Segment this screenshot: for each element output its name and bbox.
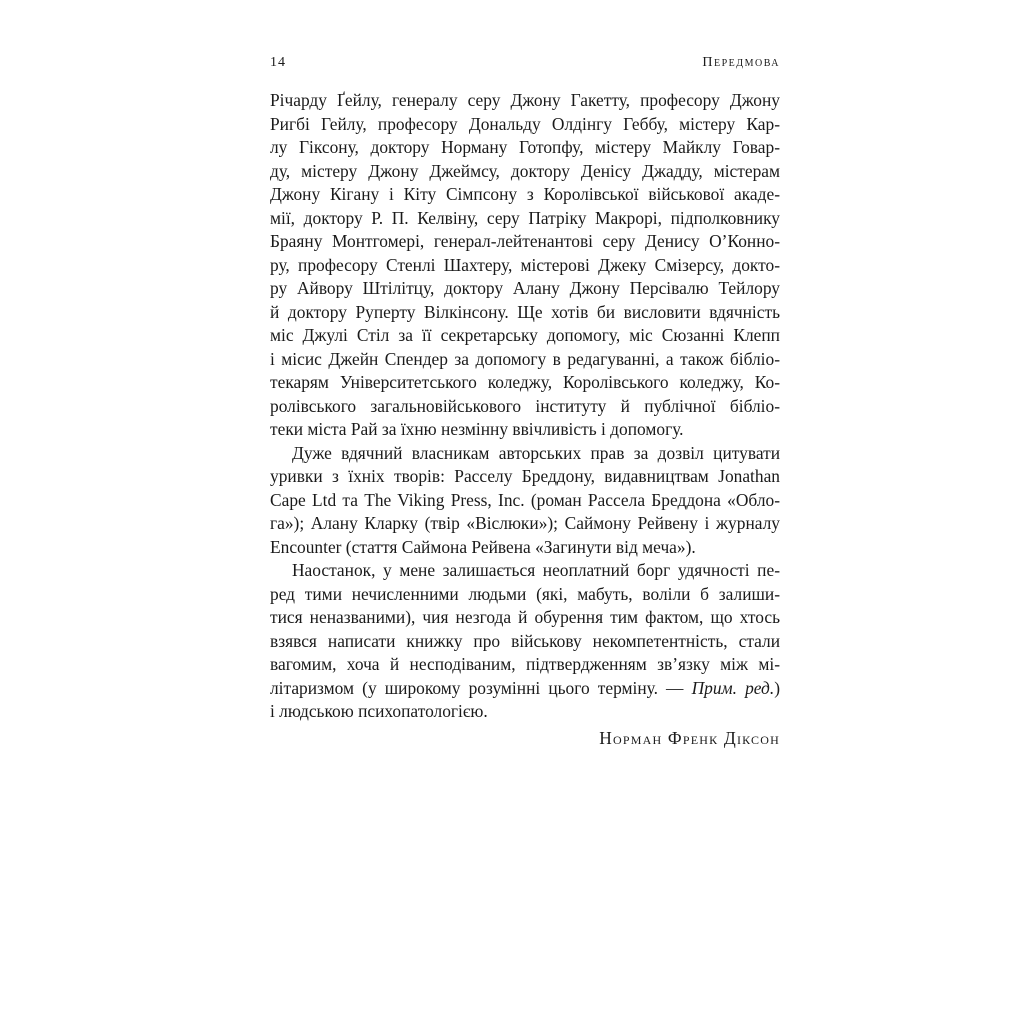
section-title: Передмова [702, 55, 780, 70]
text-line: Encounter (стаття Саймона Рейвена «Загинути від меча»). [270, 536, 696, 557]
text-line: тися неназваними), чия незгода й обурення тим фактом, що хтось [270, 607, 780, 627]
text-line: вагомим, хоча й несподіваним, підтвердженням зв’язку між мі- [270, 654, 780, 674]
text-line: лу Гіксону, доктору Норману Готопфу, містеру Майклу Говар- [270, 137, 780, 157]
text-line: текарям Університетського коледжу, Королівського коледжу, Ко- [270, 372, 780, 392]
closing-paren: ) [774, 677, 780, 698]
body-text [270, 89, 780, 724]
text-line: і людською психопатологією. [270, 701, 488, 721]
text-line: ред тими нечисленними людьми (які, мабуть, воліли б залиши- [270, 583, 780, 604]
text-line: ролівського загальновійськового інституту й публічної бібліо- [270, 395, 780, 416]
text-line: Річарду Ґейлу, генералу серу Джону Гакетту, професору Джону [270, 90, 780, 110]
text-line: уривки з їхніх творів: Расселу Бреддону, видавництвам Jonathan [270, 466, 780, 486]
editor-note: Прим. ред. [691, 677, 775, 698]
text-line: га»); Алану Кларку (твір «Віслюки»); Саймону Рейвену і журналу [270, 513, 780, 533]
paragraph-final-thanks [270, 559, 780, 724]
paragraph-acknowledgements [270, 89, 780, 442]
text-line: Наостанок, у мене залишається неоплатний борг удячності пе- [292, 560, 780, 580]
text-line: ру Айвору Штілітцу, доктору Алану Джону Персівалю Тейлору [270, 278, 780, 298]
text-line: Дуже вдячний власникам авторських прав за дозвіл цитувати [292, 442, 780, 463]
text-line: теки міста Рай за їхню незмінну ввічливість і допомогу. [270, 419, 684, 439]
text-line: Ригбі Гейлу, професору Дональду Олдінгу Геббу, містеру Кар- [270, 113, 780, 134]
author-signature: Норман Френк Діксон [599, 728, 780, 748]
text-line: міс Джулі Стіл за її секретарську допомогу, міс Сюзанні Клепп [270, 325, 780, 345]
text-line: і місис Джейн Спендер за допомогу в редагуванні, а також бібліо- [270, 348, 780, 369]
text-line: Браяну Монтгомері, генерал-лейтенантові серу Денису О’Конно- [270, 231, 780, 251]
page-number: 14 [270, 55, 286, 70]
text-line: Cape Ltd та The Viking Press, Inc. (роман Рассела Бреддона «Облo- [270, 489, 780, 510]
text-line: ду, містеру Джону Джеймсу, доктору Денісу Джадду, містерам [270, 160, 780, 181]
text-line: й доктору Руперту Вілкінсону. Ще хотів би висловити вдячність [270, 301, 780, 322]
text-line: взявся написати книжку про військову некомпетентність, стали [270, 630, 780, 651]
text-line-start: літаризмом (у широкому розумінні цього терміну. — [270, 677, 692, 698]
paragraph-copyright-thanks [270, 442, 780, 560]
text-line-with-note [270, 677, 780, 701]
text-line: мії, доктору Р. П. Келвіну, серу Патріку Макрорі, підполковнику [270, 207, 780, 228]
running-header [270, 55, 780, 75]
text-line: ру, професору Стенлі Шахтеру, містерові Джеку Смізерсу, докто- [270, 254, 780, 275]
text-line: Джону Кігану і Кіту Сімпсону з Королівської військової акаде- [270, 184, 780, 204]
book-page [270, 0, 780, 1024]
